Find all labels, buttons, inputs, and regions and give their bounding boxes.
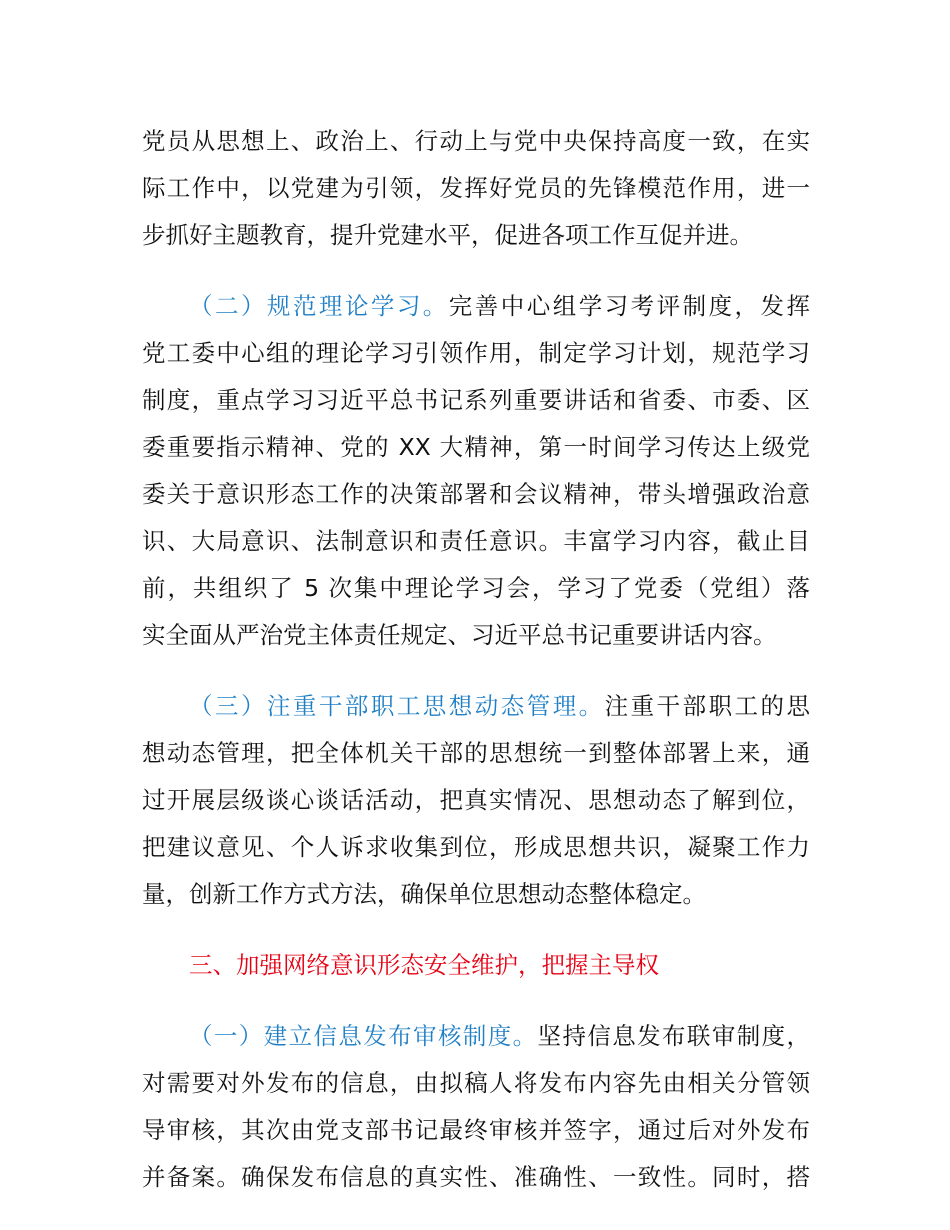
section-3-1-heading: （一）建立信息发布审核制度。 bbox=[189, 1022, 538, 1050]
section-2 bbox=[142, 283, 810, 659]
text-line: 实全面从严治党主体责任规定、习近平总书记重要讲话内容。 bbox=[142, 621, 777, 649]
section-3-first-line-text: 注重干部职工的思 bbox=[604, 692, 811, 720]
section-2-heading: （二）规范理论学习。 bbox=[189, 292, 449, 320]
section-3-first-line bbox=[142, 683, 810, 730]
text-line: 把建议意见、个人诉求收集到位，形成思想共识，凝聚工作力 bbox=[142, 833, 810, 861]
text-line: 量，创新工作方式方法，确保单位思想动态整体稳定。 bbox=[142, 880, 706, 908]
text-line: 对需要对外发布的信息，由拟稿人将发布内容先由相关分管领 bbox=[142, 1069, 810, 1097]
text-line: 并备案。确保发布信息的真实性、准确性、一致性。同时，搭 bbox=[142, 1163, 810, 1191]
section-3-1-first-line-text: 坚持信息发布联审制度， bbox=[537, 1022, 811, 1050]
section-3-1 bbox=[142, 1013, 810, 1201]
section-2-first-line-text: 完善中心组学习考评制度，发挥 bbox=[448, 292, 811, 320]
section-3 bbox=[142, 683, 810, 918]
paragraph-1 bbox=[142, 118, 810, 259]
text-line: 步抓好主题教育，提升党建水平，促进各项工作互促并进。 bbox=[142, 221, 753, 249]
section-2-first-line bbox=[142, 283, 810, 330]
text-line: 导审核，其次由党支部书记最终审核并签字，通过后对外发布 bbox=[142, 1116, 810, 1144]
text-line: 委关于意识形态工作的决策部署和会议精神，带头增强政治意 bbox=[142, 480, 810, 508]
section-3-1-first-line bbox=[142, 1013, 810, 1060]
document-body bbox=[142, 118, 810, 1201]
text-line: 党员从思想上、政治上、行动上与党中央保持高度一致，在实 bbox=[142, 127, 810, 155]
part-3-heading: 三、加强网络意识形态安全维护，把握主导权 bbox=[189, 951, 659, 979]
text-line: 前，共组织了 5 次集中理论学习会，学习了党委（党组）落 bbox=[142, 574, 810, 602]
text-line: 委重要指示精神、党的 XX 大精神，第一时间学习传达上级党 bbox=[142, 433, 810, 461]
text-line: 想动态管理，把全体机关干部的思想统一到整体部署上来，通 bbox=[142, 739, 810, 767]
section-3-heading: （三）注重干部职工思想动态管理。 bbox=[189, 692, 605, 720]
text-line: 党工委中心组的理论学习引领作用，制定学习计划，规范学习 bbox=[142, 339, 810, 367]
text-line: 过开展层级谈心谈话活动，把真实情况、思想动态了解到位， bbox=[142, 786, 810, 814]
text-line: 际工作中，以党建为引领，发挥好党员的先锋模范作用，进一 bbox=[142, 174, 810, 202]
text-line: 识、大局意识、法制意识和责任意识。丰富学习内容，截止目 bbox=[142, 527, 810, 555]
text-line: 制度，重点学习习近平总书记系列重要讲话和省委、市委、区 bbox=[142, 386, 810, 414]
